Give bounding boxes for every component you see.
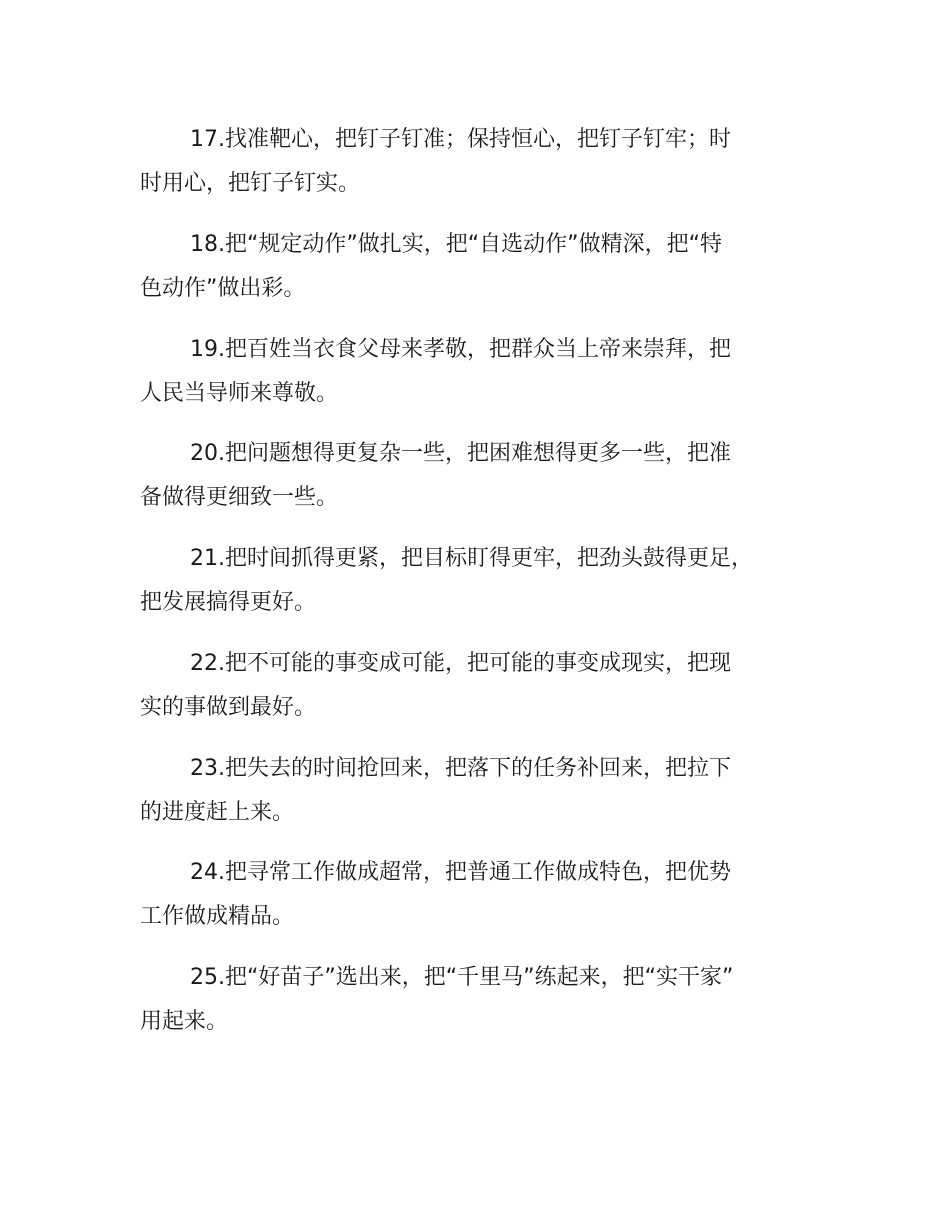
paragraph-line: 人民当导师来尊敬。	[140, 380, 339, 406]
paragraph-line: 19.把百姓当衣食父母来孝敬，把群众当上帝来崇拜，把	[190, 336, 731, 362]
paragraph-23	[140, 747, 840, 852]
paragraph-22	[140, 642, 840, 747]
document-body	[140, 118, 840, 1061]
paragraph-line: 23.把失去的时间抢回来，把落下的任务补回来，把拉下	[190, 755, 731, 781]
paragraph-21	[140, 537, 840, 642]
paragraph-line: 的进度赶上来。	[140, 799, 295, 825]
paragraph-line: 备做得更细致一些。	[140, 485, 339, 511]
paragraph-line: 实的事做到最好。	[140, 694, 317, 720]
paragraph-25	[140, 956, 840, 1061]
paragraph-line: 时用心，把钉子钉实。	[140, 171, 361, 196]
paragraph-19	[140, 328, 840, 433]
paragraph-line: 把发展搞得更好。	[140, 590, 317, 615]
paragraph-line: 24.把寻常工作做成超常，把普通工作做成特色，把优势	[190, 860, 731, 886]
paragraph-line: 21.把时间抓得更紧，把目标盯得更牢，把劲头鼓得更足，	[190, 546, 753, 571]
paragraph-line: 25.把“好苗子”选出来，把“千里马”练起来，把“实干家”	[190, 965, 734, 990]
paragraph-line: 色动作”做出彩。	[140, 275, 306, 301]
paragraph-line: 18.把“规定动作”做扎实，把“自选动作”做精深，把“特	[190, 231, 722, 257]
paragraph-18	[140, 223, 840, 328]
paragraph-line: 22.把不可能的事变成可能，把可能的事变成现实，把现	[190, 650, 731, 676]
paragraph-line: 用起来。	[140, 1009, 229, 1034]
paragraph-line: 工作做成精品。	[140, 904, 295, 930]
paragraph-20	[140, 432, 840, 537]
paragraph-line: 17.找准靶心，把钉子钉准；保持恒心，把钉子钉牢；时	[190, 127, 731, 152]
paragraph-24	[140, 851, 840, 956]
paragraph-line: 20.把问题想得更复杂一些，把困难想得更多一些，把准	[190, 441, 731, 467]
paragraph-17	[140, 118, 840, 223]
